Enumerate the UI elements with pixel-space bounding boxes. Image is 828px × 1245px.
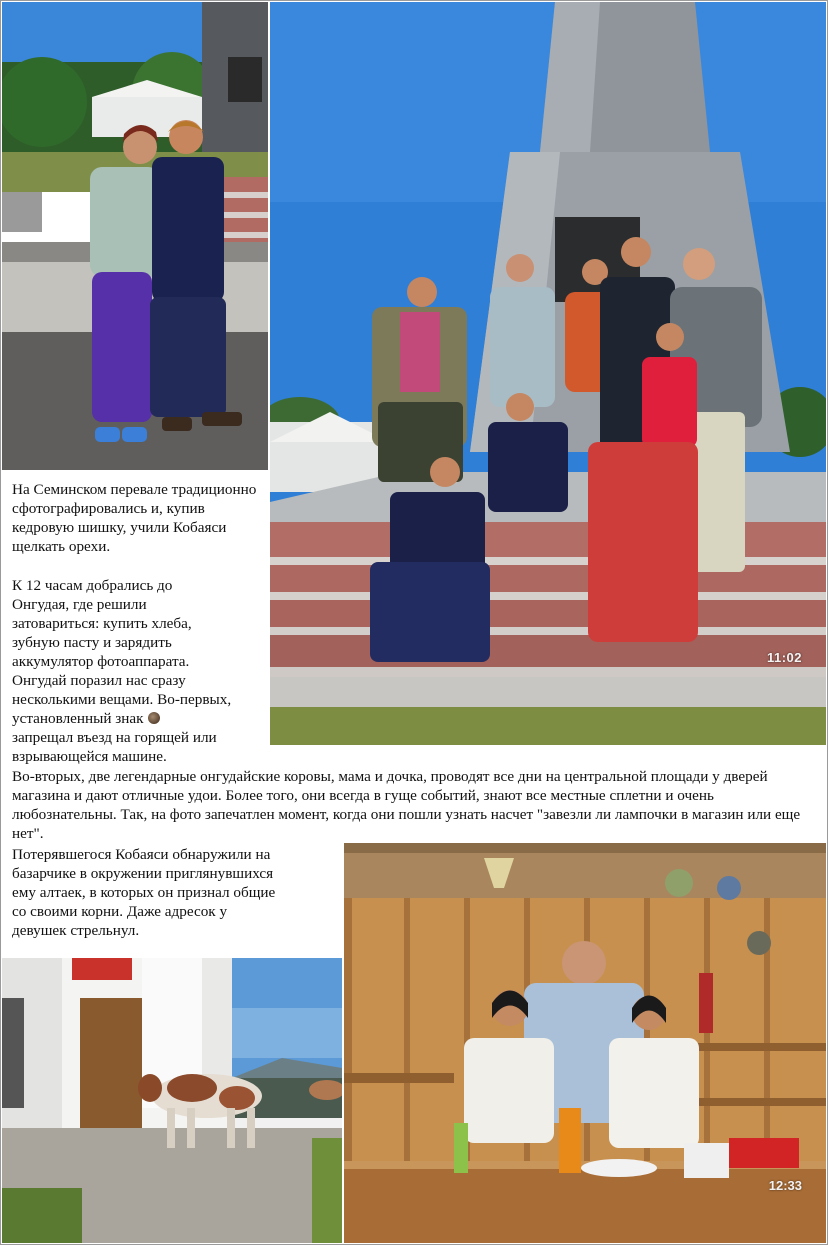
kobayashi-line-4: со своими корни. Даже адресок у bbox=[12, 903, 228, 920]
ongudai-line-5: аккумулятор фотоаппарата. bbox=[12, 653, 190, 670]
kobayashi-line-3: ему алтаек, в которых он признал общие bbox=[12, 884, 276, 901]
paragraph-lost-kobayashi bbox=[12, 845, 342, 940]
ongudai-line-6: Онгудай поразил нас сразу bbox=[12, 672, 186, 689]
timestamp-1102: 11:02 bbox=[766, 650, 802, 665]
ongudai-line-3: затовариться: купить хлеба, bbox=[12, 615, 192, 632]
paragraph-seminsky-pass: На Семинском перевале традиционно сфотографировались и, купив кедровую шишку, учили Кобаяси щелкать орехи. bbox=[12, 481, 257, 555]
ongudai-line-10: взрывающейся машине. bbox=[12, 748, 167, 765]
paragraph-ongudai bbox=[12, 576, 268, 766]
paragraph-legendary-cows: Во-вторых, две легендарные онгудайские коровы, мама и дочка, проводят все дни на центральной площади у дверей магазина и дают отличные удои. Более того, они всегда в гуще событий, знают все местные сплетни и очень любознательны. Так, на фото запечатлен момент, когда они пошли узнать насчет "завезли ли лампочки в магазин или еще нет". bbox=[12, 768, 801, 842]
ongudai-line-9: запрещал въезд на горящей или bbox=[12, 729, 217, 746]
kobayashi-line-5: девушек стрельнул. bbox=[12, 922, 140, 939]
photo-group-at-obelisk bbox=[270, 2, 826, 745]
ongudai-line-2: Онгудая, где решили bbox=[12, 596, 147, 613]
timestamp-1233: 12:33 bbox=[768, 1178, 802, 1193]
ongudai-line-8 bbox=[12, 709, 268, 728]
photo-cow-at-shop-door bbox=[2, 958, 342, 1243]
kobayashi-line-2: базарчике в окружении приглянувшихся bbox=[12, 865, 274, 882]
photo-couple-at-monument bbox=[2, 2, 268, 470]
photo-kiosk-with-girls bbox=[344, 843, 826, 1243]
kobayashi-line-1: Потерявшегося Кобаяси обнаружили на bbox=[12, 846, 271, 863]
ongudai-line-7: несколькими вещами. Во-первых, bbox=[12, 691, 232, 708]
road-sign-icon bbox=[148, 712, 160, 724]
ongudai-line-8-text: установленный знак bbox=[12, 710, 144, 727]
ongudai-line-4: зубную пасту и зарядить bbox=[12, 634, 172, 651]
ongudai-line-1: К 12 часам добрались до bbox=[12, 577, 173, 594]
